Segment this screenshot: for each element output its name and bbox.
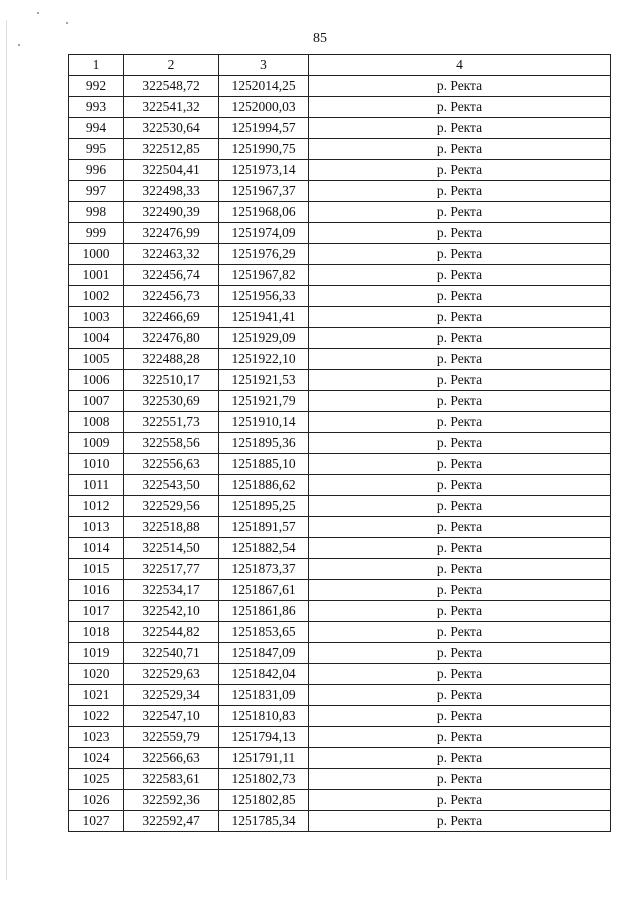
scan-dot [37,12,39,14]
cell-x-coordinate: 322514,50 [124,538,219,559]
table-row [69,811,611,832]
cell-y-coordinate: 1251956,33 [219,286,309,307]
cell-y-coordinate: 1251847,09 [219,643,309,664]
column-header-y-coordinate: 3 [219,55,309,76]
cell-point-number: 1015 [69,559,124,580]
cell-x-coordinate: 322548,72 [124,76,219,97]
cell-description: р. Ректа [309,538,611,559]
table-row [69,559,611,580]
cell-description: р. Ректа [309,307,611,328]
table-row [69,412,611,433]
cell-description: р. Ректа [309,223,611,244]
table-row [69,181,611,202]
cell-x-coordinate: 322542,10 [124,601,219,622]
cell-description: р. Ректа [309,370,611,391]
table-row [69,685,611,706]
cell-description: р. Ректа [309,349,611,370]
cell-x-coordinate: 322551,73 [124,412,219,433]
table-row [69,307,611,328]
cell-description: р. Ректа [309,454,611,475]
cell-y-coordinate: 1251968,06 [219,202,309,223]
table-row [69,643,611,664]
table-row [69,496,611,517]
column-header-description: 4 [309,55,611,76]
scan-margin-line [6,20,7,880]
cell-description: р. Ректа [309,139,611,160]
cell-point-number: 1013 [69,517,124,538]
table-row [69,538,611,559]
cell-y-coordinate: 1251810,83 [219,706,309,727]
cell-point-number: 999 [69,223,124,244]
column-header-x-coordinate: 2 [124,55,219,76]
cell-description: р. Ректа [309,790,611,811]
cell-x-coordinate: 322476,80 [124,328,219,349]
cell-description: р. Ректа [309,706,611,727]
cell-description: р. Ректа [309,97,611,118]
cell-y-coordinate: 1251921,79 [219,391,309,412]
cell-point-number: 1003 [69,307,124,328]
table-row [69,244,611,265]
cell-y-coordinate: 1251910,14 [219,412,309,433]
cell-y-coordinate: 1252000,03 [219,97,309,118]
column-header-point-number: 1 [69,55,124,76]
table-row [69,391,611,412]
cell-x-coordinate: 322556,63 [124,454,219,475]
cell-point-number: 1014 [69,538,124,559]
cell-x-coordinate: 322592,47 [124,811,219,832]
cell-x-coordinate: 322490,39 [124,202,219,223]
cell-point-number: 1007 [69,391,124,412]
cell-y-coordinate: 1251994,57 [219,118,309,139]
table-row [69,160,611,181]
cell-description: р. Ректа [309,748,611,769]
cell-description: р. Ректа [309,412,611,433]
cell-y-coordinate: 1251842,04 [219,664,309,685]
cell-description: р. Ректа [309,727,611,748]
cell-x-coordinate: 322466,69 [124,307,219,328]
cell-point-number: 1008 [69,412,124,433]
cell-description: р. Ректа [309,664,611,685]
cell-x-coordinate: 322512,85 [124,139,219,160]
cell-y-coordinate: 1251974,09 [219,223,309,244]
cell-x-coordinate: 322559,79 [124,727,219,748]
cell-point-number: 1006 [69,370,124,391]
cell-description: р. Ректа [309,475,611,496]
cell-point-number: 1005 [69,349,124,370]
cell-y-coordinate: 1251929,09 [219,328,309,349]
table-row [69,265,611,286]
table-row [69,706,611,727]
cell-y-coordinate: 1251802,73 [219,769,309,790]
cell-y-coordinate: 1251922,10 [219,349,309,370]
cell-x-coordinate: 322529,34 [124,685,219,706]
table-body [69,76,611,832]
cell-y-coordinate: 1251967,82 [219,265,309,286]
cell-y-coordinate: 1251802,85 [219,790,309,811]
cell-description: р. Ректа [309,265,611,286]
cell-y-coordinate: 1251831,09 [219,685,309,706]
table-row [69,223,611,244]
table-row [69,433,611,454]
cell-y-coordinate: 1251990,75 [219,139,309,160]
cell-description: р. Ректа [309,244,611,265]
table-row [69,664,611,685]
cell-description: р. Ректа [309,622,611,643]
table-row [69,328,611,349]
cell-x-coordinate: 322463,32 [124,244,219,265]
cell-x-coordinate: 322498,33 [124,181,219,202]
cell-description: р. Ректа [309,202,611,223]
cell-description: р. Ректа [309,769,611,790]
cell-point-number: 1001 [69,265,124,286]
table-row [69,202,611,223]
cell-point-number: 1023 [69,727,124,748]
cell-y-coordinate: 1251895,36 [219,433,309,454]
cell-x-coordinate: 322558,56 [124,433,219,454]
cell-x-coordinate: 322456,74 [124,265,219,286]
cell-x-coordinate: 322456,73 [124,286,219,307]
table-row [69,349,611,370]
cell-x-coordinate: 322547,10 [124,706,219,727]
table-row [69,790,611,811]
cell-x-coordinate: 322534,17 [124,580,219,601]
cell-y-coordinate: 1251873,37 [219,559,309,580]
cell-point-number: 996 [69,160,124,181]
table-row [69,727,611,748]
cell-x-coordinate: 322504,41 [124,160,219,181]
cell-x-coordinate: 322583,61 [124,769,219,790]
table-row [69,76,611,97]
cell-point-number: 1002 [69,286,124,307]
cell-description: р. Ректа [309,811,611,832]
cell-x-coordinate: 322543,50 [124,475,219,496]
cell-x-coordinate: 322529,56 [124,496,219,517]
cell-point-number: 1021 [69,685,124,706]
table-row [69,286,611,307]
cell-point-number: 1016 [69,580,124,601]
cell-point-number: 1012 [69,496,124,517]
cell-description: р. Ректа [309,601,611,622]
cell-description: р. Ректа [309,328,611,349]
cell-x-coordinate: 322517,77 [124,559,219,580]
cell-point-number: 1011 [69,475,124,496]
cell-description: р. Ректа [309,433,611,454]
cell-point-number: 1019 [69,643,124,664]
cell-description: р. Ректа [309,559,611,580]
table-row [69,580,611,601]
cell-description: р. Ректа [309,118,611,139]
cell-y-coordinate: 1251886,62 [219,475,309,496]
cell-point-number: 1018 [69,622,124,643]
table-row [69,748,611,769]
cell-x-coordinate: 322529,63 [124,664,219,685]
cell-description: р. Ректа [309,496,611,517]
cell-x-coordinate: 322510,17 [124,370,219,391]
cell-point-number: 1020 [69,664,124,685]
cell-point-number: 998 [69,202,124,223]
table-row [69,370,611,391]
table-row [69,97,611,118]
scan-dot [66,22,68,24]
cell-y-coordinate: 1251867,61 [219,580,309,601]
cell-y-coordinate: 1251973,14 [219,160,309,181]
cell-point-number: 1000 [69,244,124,265]
coordinates-table [68,54,611,832]
cell-description: р. Ректа [309,160,611,181]
cell-y-coordinate: 1251941,41 [219,307,309,328]
cell-point-number: 995 [69,139,124,160]
cell-x-coordinate: 322518,88 [124,517,219,538]
cell-point-number: 1026 [69,790,124,811]
cell-x-coordinate: 322476,99 [124,223,219,244]
cell-description: р. Ректа [309,181,611,202]
cell-description: р. Ректа [309,685,611,706]
cell-description: р. Ректа [309,76,611,97]
cell-x-coordinate: 322541,32 [124,97,219,118]
cell-point-number: 992 [69,76,124,97]
cell-point-number: 1009 [69,433,124,454]
cell-x-coordinate: 322544,82 [124,622,219,643]
cell-description: р. Ректа [309,286,611,307]
cell-y-coordinate: 1251861,86 [219,601,309,622]
cell-y-coordinate: 1251885,10 [219,454,309,475]
table-row [69,454,611,475]
cell-y-coordinate: 1251976,29 [219,244,309,265]
cell-x-coordinate: 322488,28 [124,349,219,370]
cell-x-coordinate: 322530,64 [124,118,219,139]
cell-point-number: 1010 [69,454,124,475]
table-row [69,118,611,139]
cell-y-coordinate: 1251785,34 [219,811,309,832]
cell-description: р. Ректа [309,517,611,538]
table-row [69,769,611,790]
cell-point-number: 1025 [69,769,124,790]
cell-point-number: 1022 [69,706,124,727]
cell-y-coordinate: 1251967,37 [219,181,309,202]
cell-x-coordinate: 322530,69 [124,391,219,412]
cell-description: р. Ректа [309,391,611,412]
table-header-row [69,55,611,76]
cell-y-coordinate: 1251921,53 [219,370,309,391]
cell-point-number: 1027 [69,811,124,832]
cell-point-number: 997 [69,181,124,202]
cell-description: р. Ректа [309,580,611,601]
table-row [69,622,611,643]
cell-y-coordinate: 1251791,11 [219,748,309,769]
table-row [69,517,611,538]
table-row [69,601,611,622]
table-row [69,139,611,160]
cell-y-coordinate: 1251895,25 [219,496,309,517]
cell-point-number: 993 [69,97,124,118]
cell-point-number: 1004 [69,328,124,349]
page-number: 85 [313,31,327,46]
cell-point-number: 1017 [69,601,124,622]
cell-y-coordinate: 1251891,57 [219,517,309,538]
cell-point-number: 994 [69,118,124,139]
cell-y-coordinate: 1251853,65 [219,622,309,643]
table-row [69,475,611,496]
cell-x-coordinate: 322540,71 [124,643,219,664]
cell-description: р. Ректа [309,643,611,664]
cell-y-coordinate: 1251882,54 [219,538,309,559]
cell-y-coordinate: 1251794,13 [219,727,309,748]
cell-x-coordinate: 322566,63 [124,748,219,769]
cell-x-coordinate: 322592,36 [124,790,219,811]
cell-point-number: 1024 [69,748,124,769]
cell-y-coordinate: 1252014,25 [219,76,309,97]
